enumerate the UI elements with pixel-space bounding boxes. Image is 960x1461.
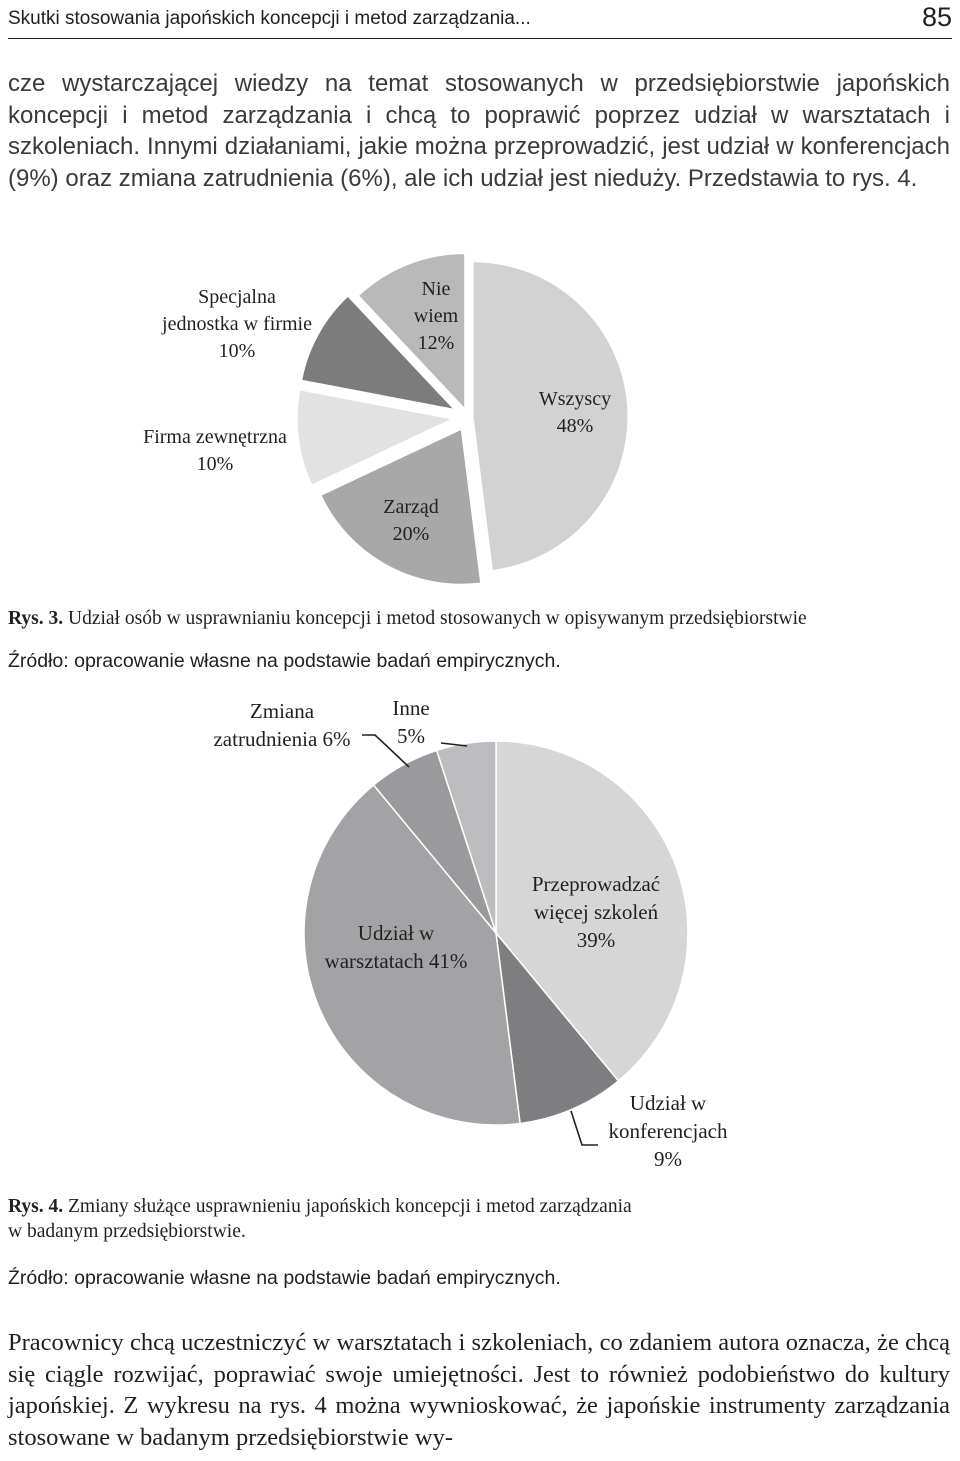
figure-4-caption-text: Zmiany służące usprawnieniu japońskich koncepcji i metod zarządzania — [63, 1196, 632, 1217]
running-title: Skutki stosowania japońskich koncepcji i metod zarządzania... — [8, 8, 531, 29]
figure-4-caption-number: Rys. 4. — [8, 1196, 64, 1217]
label-zarzad-line: 20% — [392, 523, 430, 545]
label-zmiana-zatrudnienia-line: zatrudnienia 6% — [213, 727, 351, 751]
leader-line-konferencje — [571, 1111, 598, 1145]
label-przeprowadzac-szkolenia-line: więcej szkoleń — [533, 900, 659, 924]
label-przeprowadzac-szkolenia-line: Przeprowadzać — [531, 872, 661, 896]
label-nie-wiem-line: Nie — [421, 278, 451, 300]
label-konferencje-line: Udział w — [629, 1091, 707, 1115]
label-firma-zewnetrzna-line: 10% — [196, 453, 234, 475]
label-specjalna-jednostka-line: 10% — [218, 340, 256, 362]
label-inne-line: Inne — [392, 696, 430, 720]
label-wszyscy-line: Wszyscy — [538, 388, 612, 410]
label-przeprowadzac-szkolenia-line: 39% — [576, 928, 616, 952]
slice-wszyscy — [473, 262, 628, 571]
figure-4-pie-chart — [0, 690, 960, 1190]
label-zarzad-line: Zarząd — [383, 496, 439, 518]
label-inne — [392, 696, 429, 748]
label-warsztaty-line: warsztatach 41% — [324, 949, 468, 973]
paragraph-bottom: Pracownicy chcą uczestniczyć w warsztatach i szkoleniach, co zdaniem autora oznacza, że chcą się ciągle rozwijać, poprawiać swoje umiejętności. Jest to również podobieństwo do kultury japońskiej. Z wykresu na rys. 4 można wywnioskować, że japońskie instrumenty zarządzania stosowane w badanym przedsiębiorstwie wy- — [8, 1329, 950, 1452]
label-firma-zewnetrzna-line: Firma zewnętrzna — [143, 426, 287, 448]
label-specjalna-jednostka-line: jednostka w firmie — [162, 313, 312, 335]
label-konferencje — [609, 1091, 728, 1171]
page-number: 85 — [921, 2, 952, 32]
label-firma-zewnetrzna — [143, 426, 287, 475]
figure-4-caption-line2: w badanym przedsiębiorstwie. — [8, 1221, 246, 1242]
label-zmiana-zatrudnienia — [213, 699, 350, 751]
label-wszyscy-line: 48% — [556, 415, 594, 437]
figure-3-pie-chart — [0, 255, 960, 595]
figure-3-source: Źródło: opracowanie własne na podstawie badań empirycznych. — [8, 650, 561, 672]
figure-4-caption — [8, 1194, 632, 1244]
label-specjalna-jednostka-line: Specjalna — [198, 286, 276, 308]
label-specjalna-jednostka — [161, 286, 312, 362]
label-konferencje-line: 9% — [654, 1147, 682, 1171]
figure-3-caption — [8, 606, 807, 631]
label-warsztaty-line: Udział w — [357, 921, 435, 945]
label-inne-line: 5% — [397, 724, 425, 748]
label-nie-wiem-line: 12% — [417, 332, 455, 354]
page-header — [8, 2, 952, 39]
label-nie-wiem-line: wiem — [413, 305, 459, 327]
paragraph-top: cze wystarczającej wiedzy na temat stosowanych w przedsiębiorstwie japońskich koncepcji i metod zarządzania i chcą to poprawić poprzez udział w warsztatach i szkoleniach. Innymi działaniami, jakie można przeprowadzić, jest udział w konferencjach (9%) oraz zmiana zatrudnienia (6%), ale ich udział jest nieduży. Przedstawia to rys. 4. — [8, 70, 950, 192]
label-zmiana-zatrudnienia-line: Zmiana — [249, 699, 315, 723]
figure-3-caption-text: Udział osób w usprawnianiu koncepcji i metod stosowanych w opisywanym przedsiębiorstwie — [63, 608, 807, 629]
figure-4-source: Źródło: opracowanie własne na podstawie badań empirycznych. — [8, 1267, 561, 1289]
label-konferencje-line: konferencjach — [608, 1119, 728, 1143]
figure-3-caption-number: Rys. 3. — [8, 608, 64, 629]
